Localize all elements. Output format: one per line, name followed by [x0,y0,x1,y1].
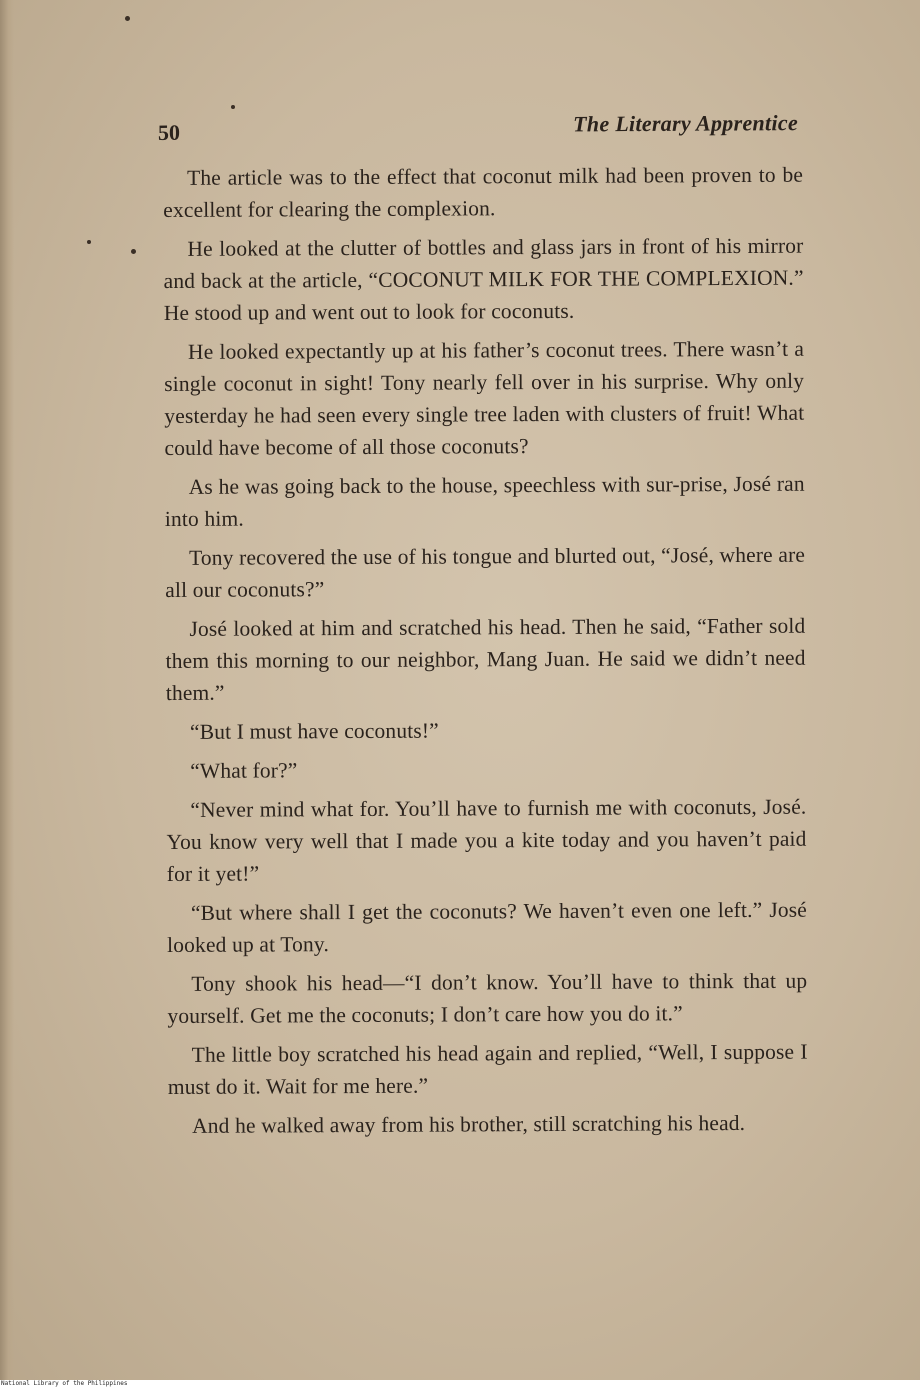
ink-speck [125,16,130,21]
paragraph: He looked at the clutter of bottles and glass jars in front of his mirror and back at the article, “COCONUT MILK FOR THE COMPLEXION.” He stood up and went out to look for coconuts. [163,233,804,325]
body-text [163,159,808,1149]
paragraph: “But I must have coconuts!” [189,718,439,744]
ink-speck [131,249,136,254]
running-head [158,110,798,150]
paragraph: Tony shook his head—“I don’t know. You’ll have to think that up yourself. Get me the coconuts; I don’t care how you do it.” [167,968,808,1028]
footer-credit: National Library of the Philippines [0,1380,920,1388]
paragraph: And he walked away from his brother, still scratching his head. [191,1110,746,1138]
paragraph: José looked at him and scratched his head. Then he said, “Father sold them this morning to our neighbor, Mang Juan. He said we didn’t need them.” [165,613,806,705]
ink-speck [231,105,235,109]
paragraph: “Never mind what for. You’ll have to furnish me with coconuts, José. You know very well that I made you a kite today and you haven’t paid for it yet!” [166,794,807,886]
paragraph: The article was to the effect that coconut milk had been proven to be excellent for clearing the complexion. [163,162,804,222]
ink-speck [87,240,91,244]
paragraph: As he was going back to the house, speechless with sur-prise, José ran into him. [164,471,805,531]
page-edge [0,0,14,1380]
paragraph: “But where shall I get the coconuts? We haven’t even one left.” José looked up at Tony. [167,897,807,957]
paragraph: “What for?” [190,758,298,783]
paragraph: The little boy scratched his head again and replied, “Well, I suppose I must do it. Wait for me here.” [167,1039,808,1099]
paragraph: Tony recovered the use of his tongue and blurted out, “José, where are all our coconuts?” [165,542,806,602]
page-number: 50 [157,119,181,145]
book-title: The Literary Apprentice [573,110,799,137]
paragraph: He looked expectantly up at his father’s coconut trees. There wasn’t a single coconut in sight! Tony nearly fell over in his surprise. Why only yesterday he had seen every single tree laden with clusters of fruit! What could have become of all those coconuts? [164,336,805,460]
